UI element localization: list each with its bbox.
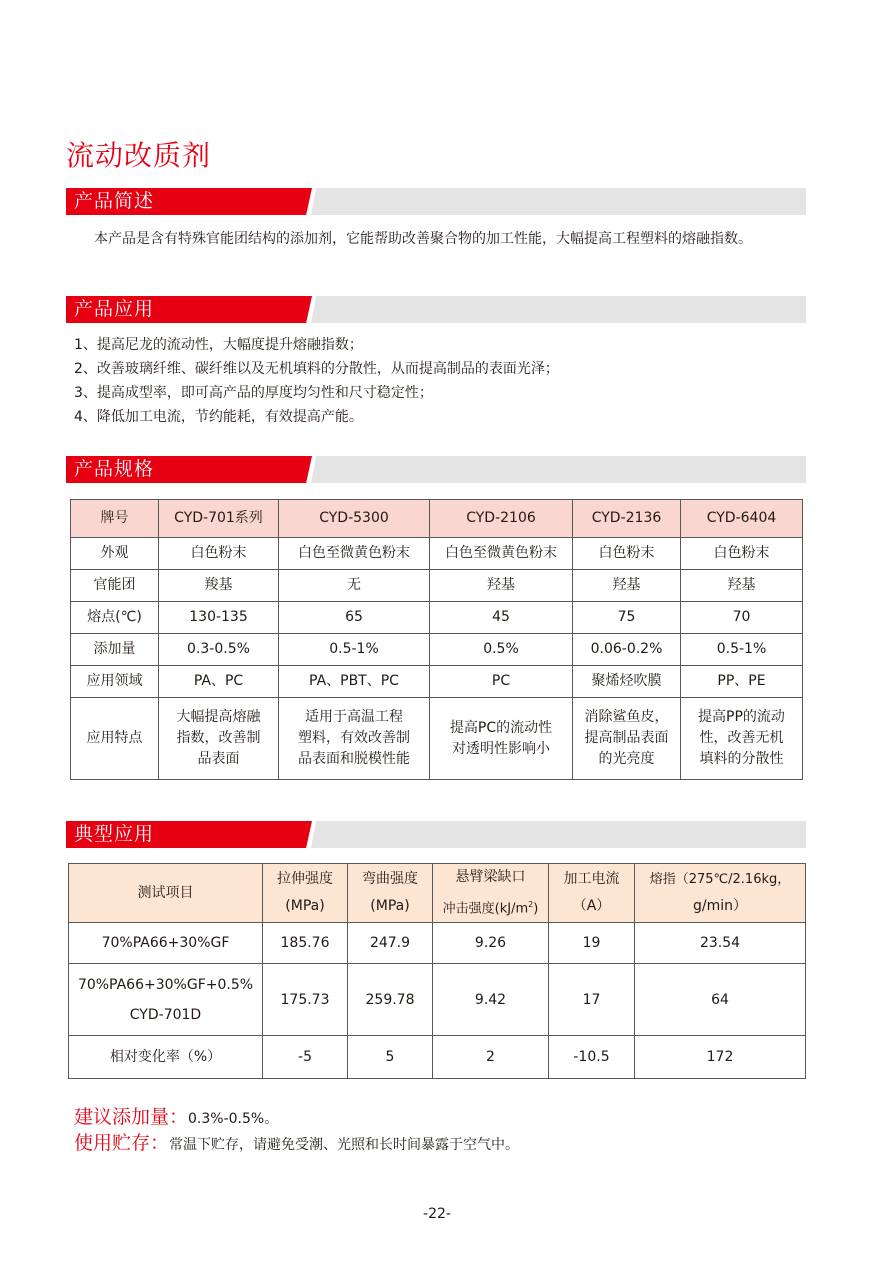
table-cell: 175.73 (263, 964, 348, 1036)
table-cell: -10.5 (549, 1036, 635, 1079)
dosage-line (74, 1104, 519, 1130)
cell-line: 拉伸强度 (277, 871, 333, 888)
table-cell: 247.9 (348, 923, 433, 964)
section-header-typical (66, 821, 806, 848)
table-cell: PA、PBT、PC (279, 666, 430, 698)
header-cell (263, 864, 348, 923)
list-item: 4、降低加工电流，节约能耗，有效提高产能。 (74, 409, 363, 425)
table-cell: 70 (681, 602, 803, 634)
cell-line: 品表面和脱模性能 (298, 751, 410, 767)
table-row (69, 964, 806, 1036)
unit-text: 冲击强度(kJ/m (442, 901, 529, 917)
table-cell: 23.54 (635, 923, 806, 964)
cell-line: （A） (572, 898, 611, 915)
storage-label: 使用贮存： (74, 1132, 170, 1154)
cell-line: 塑料，有效改善制 (298, 730, 410, 746)
row-label: 应用特点 (71, 698, 159, 780)
cell-line: 适用于高温工程 (305, 709, 403, 725)
table-cell: 0.5-1% (279, 634, 430, 666)
cell-line: 加工电流 (563, 871, 620, 888)
table-cell: 0.3-0.5% (159, 634, 279, 666)
table-cell: PC (430, 666, 573, 698)
table-cell: 9.42 (433, 964, 549, 1036)
header-cell: CYD-5300 (279, 500, 430, 538)
header-cell: CYD-2106 (430, 500, 573, 538)
cell-line: 品表面 (197, 751, 240, 767)
table-cell: -5 (263, 1036, 348, 1079)
table-row (71, 634, 803, 666)
table-cell: 259.78 (348, 964, 433, 1036)
table-cell: 130-135 (159, 602, 279, 634)
table-cell: 白色至微黄色粉末 (279, 538, 430, 570)
table-cell: 白色粉末 (159, 538, 279, 570)
table-cell: 羧基 (159, 570, 279, 602)
table-cell: PP、PE (681, 666, 803, 698)
table-cell: 0.5-1% (681, 634, 803, 666)
page-title: 流动改质剂 (66, 139, 212, 172)
row-label: 官能团 (71, 570, 159, 602)
list-item: 2、改善玻璃纤维、碳纤维以及无机填料的分散性，从而提高制品的表面光泽； (74, 361, 559, 377)
header-cell (635, 864, 806, 923)
list-item: 3、提高成型率，即可高产品的厚度均匀性和尺寸稳定性； (74, 385, 433, 401)
table-row-features (71, 698, 803, 780)
table-row (71, 538, 803, 570)
cell-line: 的光亮度 (598, 751, 655, 767)
table-cell: 75 (573, 602, 681, 634)
table-row (71, 666, 803, 698)
table-cell: 聚烯烃吹膜 (573, 666, 681, 698)
section-title: 典型应用 (74, 823, 155, 845)
table-cell: 羟基 (430, 570, 573, 602)
table-cell: 172 (635, 1036, 806, 1079)
row-label: 应用领域 (71, 666, 159, 698)
cell-line: (MPa) (285, 898, 325, 915)
cell-line: 消除鲨鱼皮， (584, 709, 669, 725)
storage-line (74, 1130, 519, 1156)
row-label (69, 964, 263, 1036)
table-header-row (69, 864, 806, 923)
table-cell: PA、PC (159, 666, 279, 698)
cell-line: 对透明性影响小 (452, 740, 550, 757)
table-cell: 白色粉末 (573, 538, 681, 570)
header-cell (549, 864, 635, 923)
dosage-value: 0.3%-0.5%。 (188, 1111, 279, 1127)
table-cell: 64 (635, 964, 806, 1036)
row-label: 添加量 (71, 634, 159, 666)
table-header-row (71, 500, 803, 538)
row-label: 相对变化率（%） (69, 1036, 263, 1079)
row-label: 熔点(℃) (71, 602, 159, 634)
recommendation-block (74, 1104, 519, 1156)
typical-application-table (68, 863, 806, 1079)
table-cell (681, 698, 803, 780)
header-cell: CYD-2136 (573, 500, 681, 538)
cell-line: 大幅提高熔融 (176, 709, 261, 725)
table-cell: 17 (549, 964, 635, 1036)
header-cell (433, 864, 549, 923)
table-cell: 185.76 (263, 923, 348, 964)
table-row (69, 923, 806, 964)
storage-value: 常温下贮存，请避免受潮、光照和长时间暴露于空气中。 (169, 1137, 520, 1153)
row-label: 外观 (71, 538, 159, 570)
table-row (71, 602, 803, 634)
header-cell: 测试项目 (69, 864, 263, 923)
table-row (69, 1036, 806, 1079)
section-title: 产品简述 (74, 190, 155, 212)
table-cell: 白色至微黄色粉末 (430, 538, 573, 570)
section-title: 产品规格 (74, 458, 155, 480)
row-label: 70%PA66+30%GF (69, 923, 263, 964)
header-cell (348, 864, 433, 923)
table-cell: 羟基 (681, 570, 803, 602)
table-cell: 45 (430, 602, 573, 634)
page-number: -22- (423, 1206, 451, 1222)
table-cell (573, 698, 681, 780)
table-cell: 2 (433, 1036, 549, 1079)
section-header-spec (66, 456, 806, 483)
section-title: 产品应用 (74, 298, 155, 320)
table-cell: 0.06-0.2% (573, 634, 681, 666)
table-cell (279, 698, 430, 780)
table-cell: 羟基 (573, 570, 681, 602)
header-cell: 牌号 (71, 500, 159, 538)
section-header-overview (66, 188, 806, 215)
cell-line: 填料的分散性 (699, 751, 784, 767)
table-cell: 9.26 (433, 923, 549, 964)
table-cell: 19 (549, 923, 635, 964)
cell-line: 提高PP的流动 (698, 709, 785, 725)
table-cell: 0.5% (430, 634, 573, 666)
dosage-label: 建议添加量： (74, 1106, 189, 1128)
cell-line: 70%PA66+30%GF+0.5% (77, 976, 254, 993)
list-item: 1、提高尼龙的流动性，大幅度提升熔融指数； (74, 337, 363, 353)
cell-line: 指数，改善制 (176, 730, 261, 746)
cell-line: 提高PC的流动性 (449, 719, 553, 736)
cell-line: 弯曲强度 (362, 871, 418, 888)
cell-line: 提高制品表面 (584, 730, 669, 746)
cell-line: CYD-701D (129, 1006, 202, 1023)
spec-table (70, 499, 803, 780)
cell-line: (MPa) (370, 898, 410, 915)
header-cell: CYD-6404 (681, 500, 803, 538)
table-cell: 白色粉末 (681, 538, 803, 570)
cell-line: 悬臂梁缺口 (455, 869, 526, 885)
table-cell (430, 698, 573, 780)
cell-line: g/min） (692, 898, 747, 915)
table-row (71, 570, 803, 602)
section-header-application (66, 296, 806, 323)
cell-line (433, 891, 548, 922)
cell-line: 性，改善无机 (699, 730, 784, 746)
table-cell: 65 (279, 602, 430, 634)
intro-paragraph: 本产品是含有特殊官能团结构的添加剂，它能帮助改善聚合物的加工性能，大幅提高工程塑料的熔融指数。 (94, 231, 752, 247)
table-cell: 5 (348, 1036, 433, 1079)
superscript: 2 (528, 900, 534, 909)
application-list (74, 333, 559, 429)
header-cell: CYD-701系列 (159, 500, 279, 538)
cell-line: 熔指（275℃/2.16kg， (649, 872, 791, 888)
table-cell (159, 698, 279, 780)
table-cell: 无 (279, 570, 430, 602)
unit-text: ) (533, 901, 539, 917)
